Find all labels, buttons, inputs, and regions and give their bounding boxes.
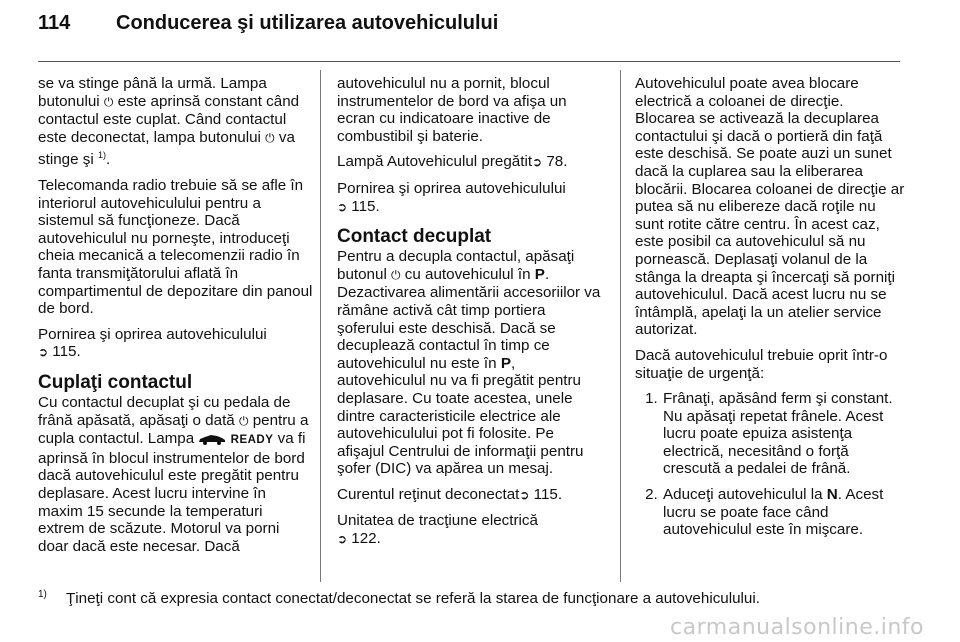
- paragraph: autovehiculul nu a pornit, blocul instrumentelor de bord va afişa un ecran cu indicatoare inactive de combustibil şi baterie.: [337, 75, 567, 145]
- reference-arrow-icon: ➲: [337, 199, 348, 214]
- column-1: [38, 75, 313, 563]
- footnote: [38, 589, 918, 607]
- page-number: 114: [38, 12, 71, 34]
- page-title: Conducerea şi utilizarea autovehiculului: [116, 12, 499, 34]
- section-heading: Cuplaţi contactul: [38, 371, 193, 393]
- power-button-icon: ⏻: [391, 267, 401, 282]
- cross-reference[interactable]: Pornirea şi oprirea autovehiculului ➲ 115.: [337, 179, 566, 215]
- page-ref[interactable]: 115.: [529, 485, 563, 503]
- reference-arrow-icon: ➲: [38, 345, 49, 360]
- column-divider: [320, 70, 321, 582]
- paragraph: Cu contactul decuplat şi cu pedala de frână apăsată, apăsaţi o dată ⏻ pentru a cupla contactul. Lampa READY va fi aprinsă în blocul instrumentelor de bord dacă autovehiculul este pregătit pentru deplasare. Acest lucru intervine în maxim 15 secunde la temperaturi extrem de scăzute. Motorul va porni doar dacă este necesar. Dacă: [38, 393, 309, 555]
- watermark: carmanualsonline.info: [670, 615, 924, 640]
- cross-reference[interactable]: Lampă Autovehiculul pregătit➲ 78.: [337, 153, 568, 171]
- paragraph: Telecomanda radio trebuie să se afle în interiorul autovehiculului pentru a sistemul să funcţioneze. Dacă autovehiculul nu porneşte, introduceţi cheia mecanică a telecomenzii radio în fanta transmiţătorului aflată în compartimentul de depozitare din panoul de bord.: [38, 177, 313, 318]
- reference-arrow-icon: ➲: [532, 155, 543, 170]
- gear-p: P: [534, 265, 545, 283]
- page-ref[interactable]: 115.: [347, 197, 380, 215]
- column-divider: [620, 70, 621, 582]
- cross-reference[interactable]: Pornirea şi oprirea autovehiculului ➲ 115.: [38, 325, 267, 361]
- page-ref[interactable]: 122.: [347, 530, 381, 548]
- list-item: 2. Aduceţi autovehiculul la N. Acest lucru se poate face când autovehiculul este în mişcare.: [662, 486, 907, 539]
- power-button-icon: ⏻: [265, 130, 275, 145]
- page-header: [38, 12, 498, 35]
- list-item: 1. Frânaţi, apăsând ferm şi constant. Nu apăsaţi repetat frânele. Acest lucru poate epuiza asistenţa electrică, necesitând o forţă crescută a pedalei de frână.: [662, 390, 907, 478]
- paragraph: Autovehiculul poate avea blocare electrică a coloanei de direcţie. Blocarea se activează la decuplarea contactului şi dacă o portieră din faţă este deschisă. Se poate auzi un sunet dacă la cuplarea sau la eliberarea blocării. Blocarea coloanei de direcţie ar putea să nu elibereze dacă roţile nu sunt rotite către centru. În acest caz, este posibil ca autovehiculul să nu pornească. Deplasaţi volanul de la stânga la dreapta şi încercaţi să porniţi autovehiculul. Dacă acest lucru nu se întâmplă, apelaţi la un atelier service autorizat.: [635, 75, 905, 339]
- reference-arrow-icon: ➲: [519, 487, 530, 502]
- car-ready-icon: [198, 434, 226, 445]
- section-heading: Contact decuplat: [337, 226, 492, 248]
- header-rule: [38, 61, 900, 62]
- footnote-mark: 1): [38, 589, 47, 600]
- paragraph: se va stinge până la urmă. Lampa butonului ⏻ este aprinsă constant când contactul este cuplat. Când contactul este deconectat, lampa butonului ⏻ va stinge şi $^{1)}$.: [38, 75, 300, 169]
- emergency-steps-list: [635, 390, 907, 539]
- power-button-icon: ⏻: [238, 413, 249, 428]
- ready-label: READY: [230, 434, 274, 447]
- footnote-text: Ţineţi cont că expresia contact conectat/deconectat se referă la starea de funcţionare a autovehiculului.: [66, 590, 760, 608]
- page-ref[interactable]: 115.: [48, 343, 81, 361]
- page-ref[interactable]: 78.: [542, 153, 568, 171]
- paragraph: Pentru a decupla contactul, apăsaţi butonul ⏻ cu autovehiculul în P. Dezactivarea alimentării accesoriilor va rămâne activă cât timp portiera şoferului este deschisă. Dacă se decuplează contactul în timp ce autovehiculul nu este în P, autovehiculul nu va fi pregătit pentru deplasare. Cu toate acestea, unele dintre caracteristicile electrice ale autovehiculului pot fi folosite. Pe afişajul Centrului de informaţii pentru şofer (DIC) va apărea un mesaj.: [337, 248, 601, 478]
- footnote-ref[interactable]: 1): [97, 150, 106, 161]
- column-3: [635, 75, 907, 547]
- cross-reference[interactable]: Curentul reţinut deconectat➲ 115.: [337, 485, 563, 503]
- paragraph: Dacă autovehiculul trebuie oprit într-o situaţie de urgenţă:: [635, 346, 888, 382]
- reference-arrow-icon: ➲: [337, 532, 348, 547]
- cross-reference[interactable]: Unitatea de tracţiune electrică ➲ 122.: [337, 512, 538, 548]
- gear-p: P: [500, 354, 511, 372]
- column-2: [337, 75, 602, 557]
- power-button-icon: ⏻: [103, 94, 114, 109]
- gear-n: N: [826, 486, 838, 504]
